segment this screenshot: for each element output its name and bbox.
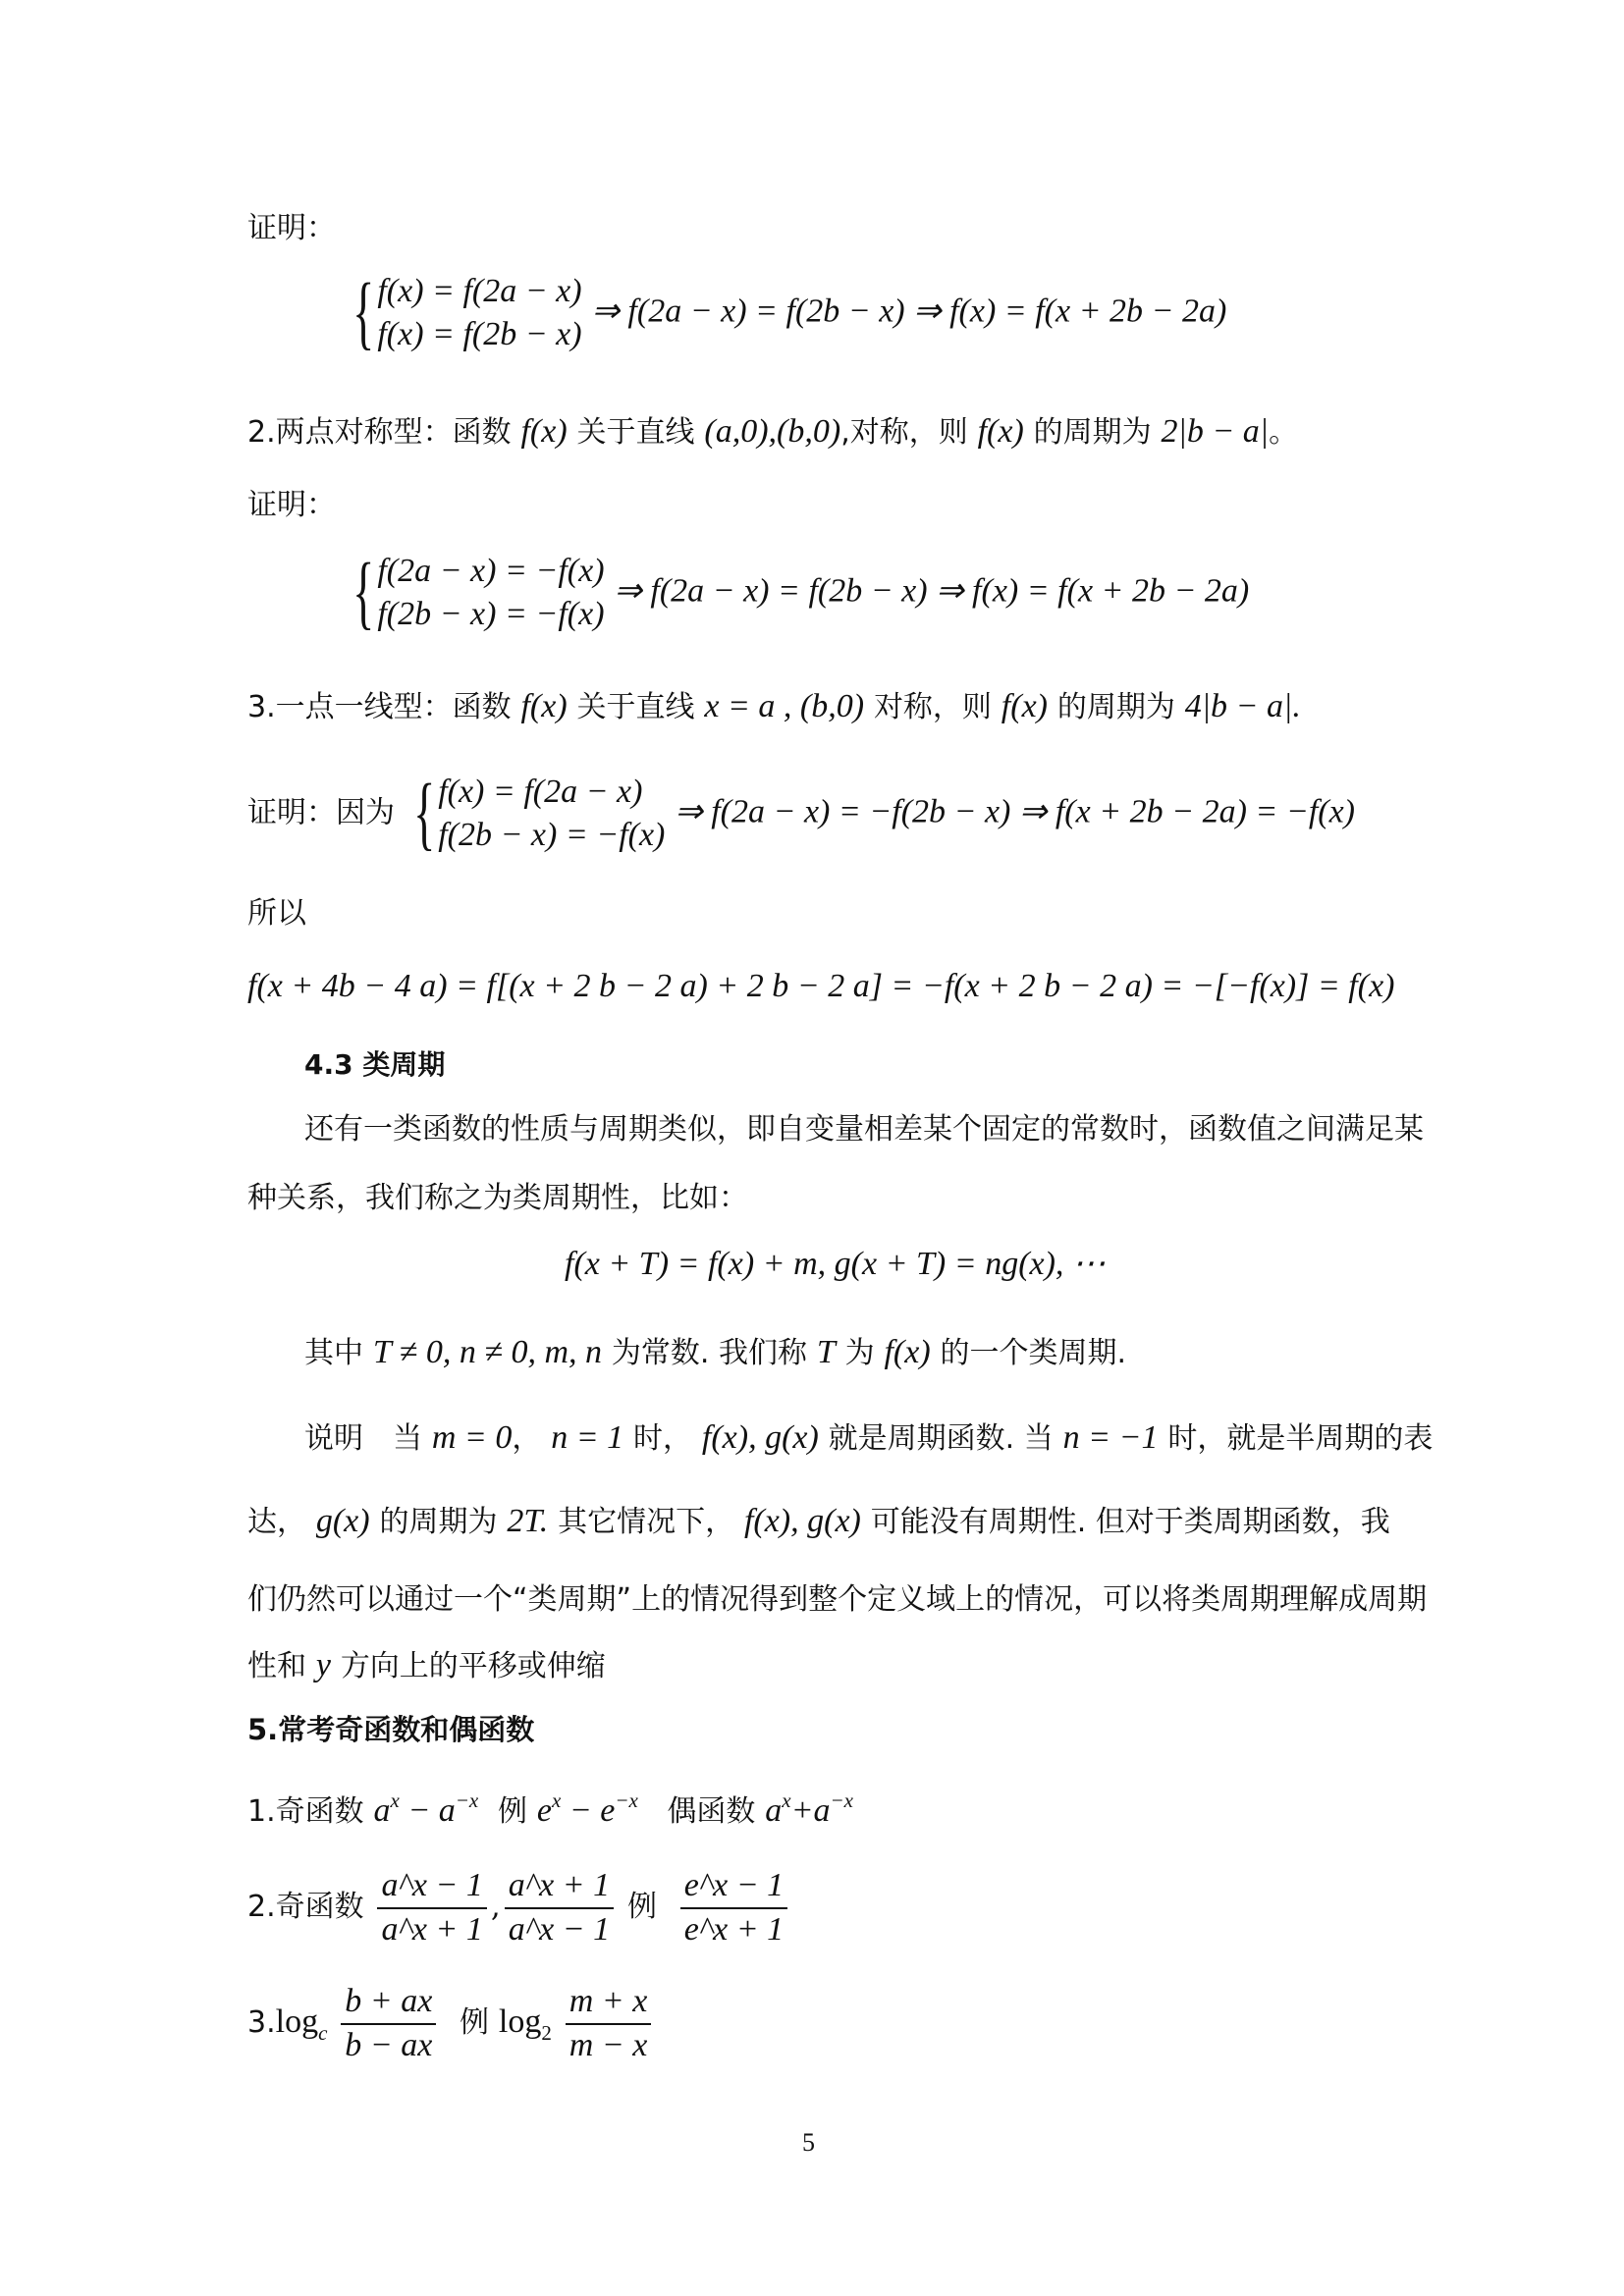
left-brace-icon: { (352, 547, 375, 639)
math-inline: 2T. (507, 1503, 549, 1539)
left-brace-icon: { (352, 267, 375, 359)
paragraph-line: 们仍然可以通过一个“类周期”上的情况得到整个定义域上的情况，可以将类周期理解成周期 (247, 1582, 1428, 1617)
item-text: ,对称，则 (840, 415, 968, 450)
item-text: 对称，则 (873, 690, 992, 724)
implication: ⇒ f(2a − x) = f(2b − x) ⇒ f(x) = f(x + 2b − 2a) (614, 572, 1250, 610)
proof-label-1: 证明： (247, 211, 336, 245)
section-heading-4-3: 4.3 类周期 (304, 1048, 446, 1081)
proof-1-equation (344, 267, 1227, 359)
text: ， (512, 1421, 542, 1456)
text: 达， (247, 1505, 306, 1539)
system-row: f(2b − x) = −f(x) (438, 817, 666, 854)
exponent: x (390, 1789, 400, 1812)
math-inline: (a,0),(b,0) (704, 413, 841, 450)
math-inline: T (816, 1334, 836, 1370)
system-row: f(x) = f(2a − x) (377, 273, 582, 309)
quasi-periodic-equation: f(x + T) = f(x) + m, g(x + T) = ng(x), ⋯ (565, 1246, 1106, 1282)
odd-function-2: 2.奇函数 $\frac{a\^{}x - 1}{a\^{}x + 1}$ , $\frac{a\^{}x + 1}{a\^{}x - 1}$ 例 $\frac{e\^{}x - 1}{e\^{}x + 1}$ (247, 1865, 791, 1950)
paragraph-line (247, 1502, 1390, 1542)
text: 1.奇函数 (247, 1794, 364, 1829)
text: 其它情况下， (558, 1505, 735, 1539)
paragraph-line (304, 1333, 1126, 1373)
math-inline: T ≠ 0, n ≠ 0, m, n (372, 1334, 603, 1370)
base: a (373, 1792, 391, 1829)
system-row: f(2b − x) = −f(x) (377, 596, 605, 633)
denominator: m − x (568, 2026, 648, 2063)
operator: − e (561, 1792, 616, 1829)
math-inline: n = −1 (1062, 1419, 1159, 1456)
text: 说明 当 (304, 1421, 422, 1456)
system-row: f(x) = f(2a − x) (438, 774, 643, 810)
fraction (680, 1865, 787, 1950)
equation-system (344, 547, 605, 639)
text: 例 (460, 2005, 490, 2040)
proof-label-2: 证明： (247, 488, 336, 522)
math-inline (536, 1789, 638, 1829)
fraction (566, 1981, 652, 2066)
text: 例 (626, 1890, 657, 1924)
text: 时， (633, 1421, 693, 1456)
math-inline: m = 0 (431, 1419, 513, 1456)
exponent: x (782, 1789, 791, 1812)
denominator: a^x − 1 (508, 1910, 611, 1948)
equation-system (405, 768, 666, 860)
denominator: e^x + 1 (683, 1910, 785, 1948)
proof-3 (247, 768, 1355, 860)
conclusion-equation: f(x + 4b − 4 a) = f[(x + 2 b − 2 a) + 2 b − 2 a] = −f(x + 2 b − 2 a) = −[−f(x)] = f(x) (247, 968, 1395, 1004)
fraction (377, 1865, 486, 1950)
left-brace-icon: { (412, 768, 436, 860)
math-inline: f(x) (520, 413, 568, 450)
odd-function-3 (247, 1981, 655, 2066)
numerator: m + x (566, 1981, 652, 2025)
text: 的周期为 (379, 1505, 498, 1539)
exponent: x (551, 1789, 562, 1812)
operator: +a (790, 1792, 831, 1829)
log-operator: log (498, 2003, 542, 2040)
text: 例 (497, 1794, 527, 1829)
log-base: 2 (541, 2021, 552, 2045)
item-2 (247, 412, 1298, 453)
system-row: f(x) = f(2b − x) (377, 316, 582, 353)
text: 偶函数 (667, 1794, 756, 1829)
math-inline: f(x) (977, 413, 1024, 450)
math-inline (373, 1789, 479, 1829)
text: 为常数. 我们称 (611, 1336, 807, 1370)
math-inline: f(x), g(x) (743, 1503, 861, 1539)
proof-2-equation (344, 547, 1250, 639)
item-3 (247, 687, 1301, 727)
text: 其中 (304, 1336, 363, 1370)
math-inline: 4|b − a|. (1184, 688, 1301, 724)
odd-function-1 (247, 1789, 853, 1832)
page-number: 5 (802, 2128, 815, 2157)
base: e (536, 1792, 552, 1829)
math-inline: y (315, 1647, 331, 1683)
so-label: 所以 (247, 896, 306, 931)
text: 性和 (247, 1649, 306, 1683)
paragraph-line: 种关系，我们称之为类周期性，比如： (247, 1181, 748, 1215)
operator: − a (399, 1792, 456, 1829)
fraction (341, 1981, 436, 2066)
log-operator: log (275, 2003, 319, 2040)
item-text: 3.一点一线型：函数 (247, 690, 512, 724)
implication: ⇒ f(2a − x) = f(2b − x) ⇒ f(x) = f(x + 2b − 2a) (591, 293, 1227, 330)
text: 的一个类周期. (940, 1336, 1127, 1370)
item-text: 的周期为 (1056, 690, 1175, 724)
math-inline: f(x) (884, 1334, 931, 1370)
item-text: 关于直线 (576, 415, 695, 450)
item-text: 2.两点对称型：函数 (247, 415, 512, 450)
numerator: e^x − 1 (680, 1865, 787, 1909)
system-row: f(2a − x) = −f(x) (377, 553, 605, 589)
math-inline: 2|b − a| (1161, 413, 1270, 450)
math-inline: f(x) (1001, 688, 1048, 724)
math-inline: g(x) (315, 1503, 370, 1539)
item-text: 。 (1269, 415, 1299, 450)
implication: ⇒ f(2a − x) = −f(2b − x) ⇒ f(x + 2b − 2a) = −f(x) (675, 793, 1355, 830)
math-inline: n = 1 (551, 1419, 624, 1456)
math-inline: f(x), g(x) (701, 1419, 819, 1456)
numerator: b + ax (341, 1981, 436, 2025)
item-text: 的周期为 (1033, 415, 1152, 450)
log-base: c (318, 2021, 328, 2045)
denominator: b − ax (345, 2026, 433, 2063)
math-inline: x = a , (b,0) (704, 688, 865, 724)
paragraph-line: 还有一类函数的性质与周期类似，即自变量相差某个固定的常数时，函数值之间满足某 (304, 1112, 1424, 1147)
text: 2.奇函数 (247, 1890, 364, 1924)
numerator: a^x − 1 (377, 1865, 486, 1909)
base: a (765, 1792, 783, 1829)
text: 方向上的平移或伸缩 (340, 1649, 606, 1683)
item-text: 关于直线 (576, 690, 695, 724)
exponent: −x (615, 1789, 638, 1812)
math-inline: f(x) (520, 688, 568, 724)
math-inline (765, 1789, 854, 1829)
text: 时，就是半周期的表 (1167, 1421, 1434, 1456)
exponent: −x (830, 1789, 854, 1812)
paragraph-line (304, 1418, 1433, 1459)
text: 3. (247, 2005, 276, 2040)
section-heading-5: 5.常考奇函数和偶函数 (247, 1713, 535, 1746)
text: 就是周期函数. 当 (828, 1421, 1054, 1456)
text: 可能没有周期性. 但对于类周期函数，我 (870, 1505, 1390, 1539)
paragraph-line (247, 1646, 606, 1686)
proof-label-3: 证明：因为 (247, 795, 395, 830)
numerator: a^x + 1 (505, 1865, 614, 1909)
fraction (505, 1865, 614, 1950)
text: 为 (844, 1336, 875, 1370)
exponent: −x (455, 1789, 479, 1812)
equation-system (344, 267, 582, 359)
denominator: a^x + 1 (381, 1910, 483, 1948)
